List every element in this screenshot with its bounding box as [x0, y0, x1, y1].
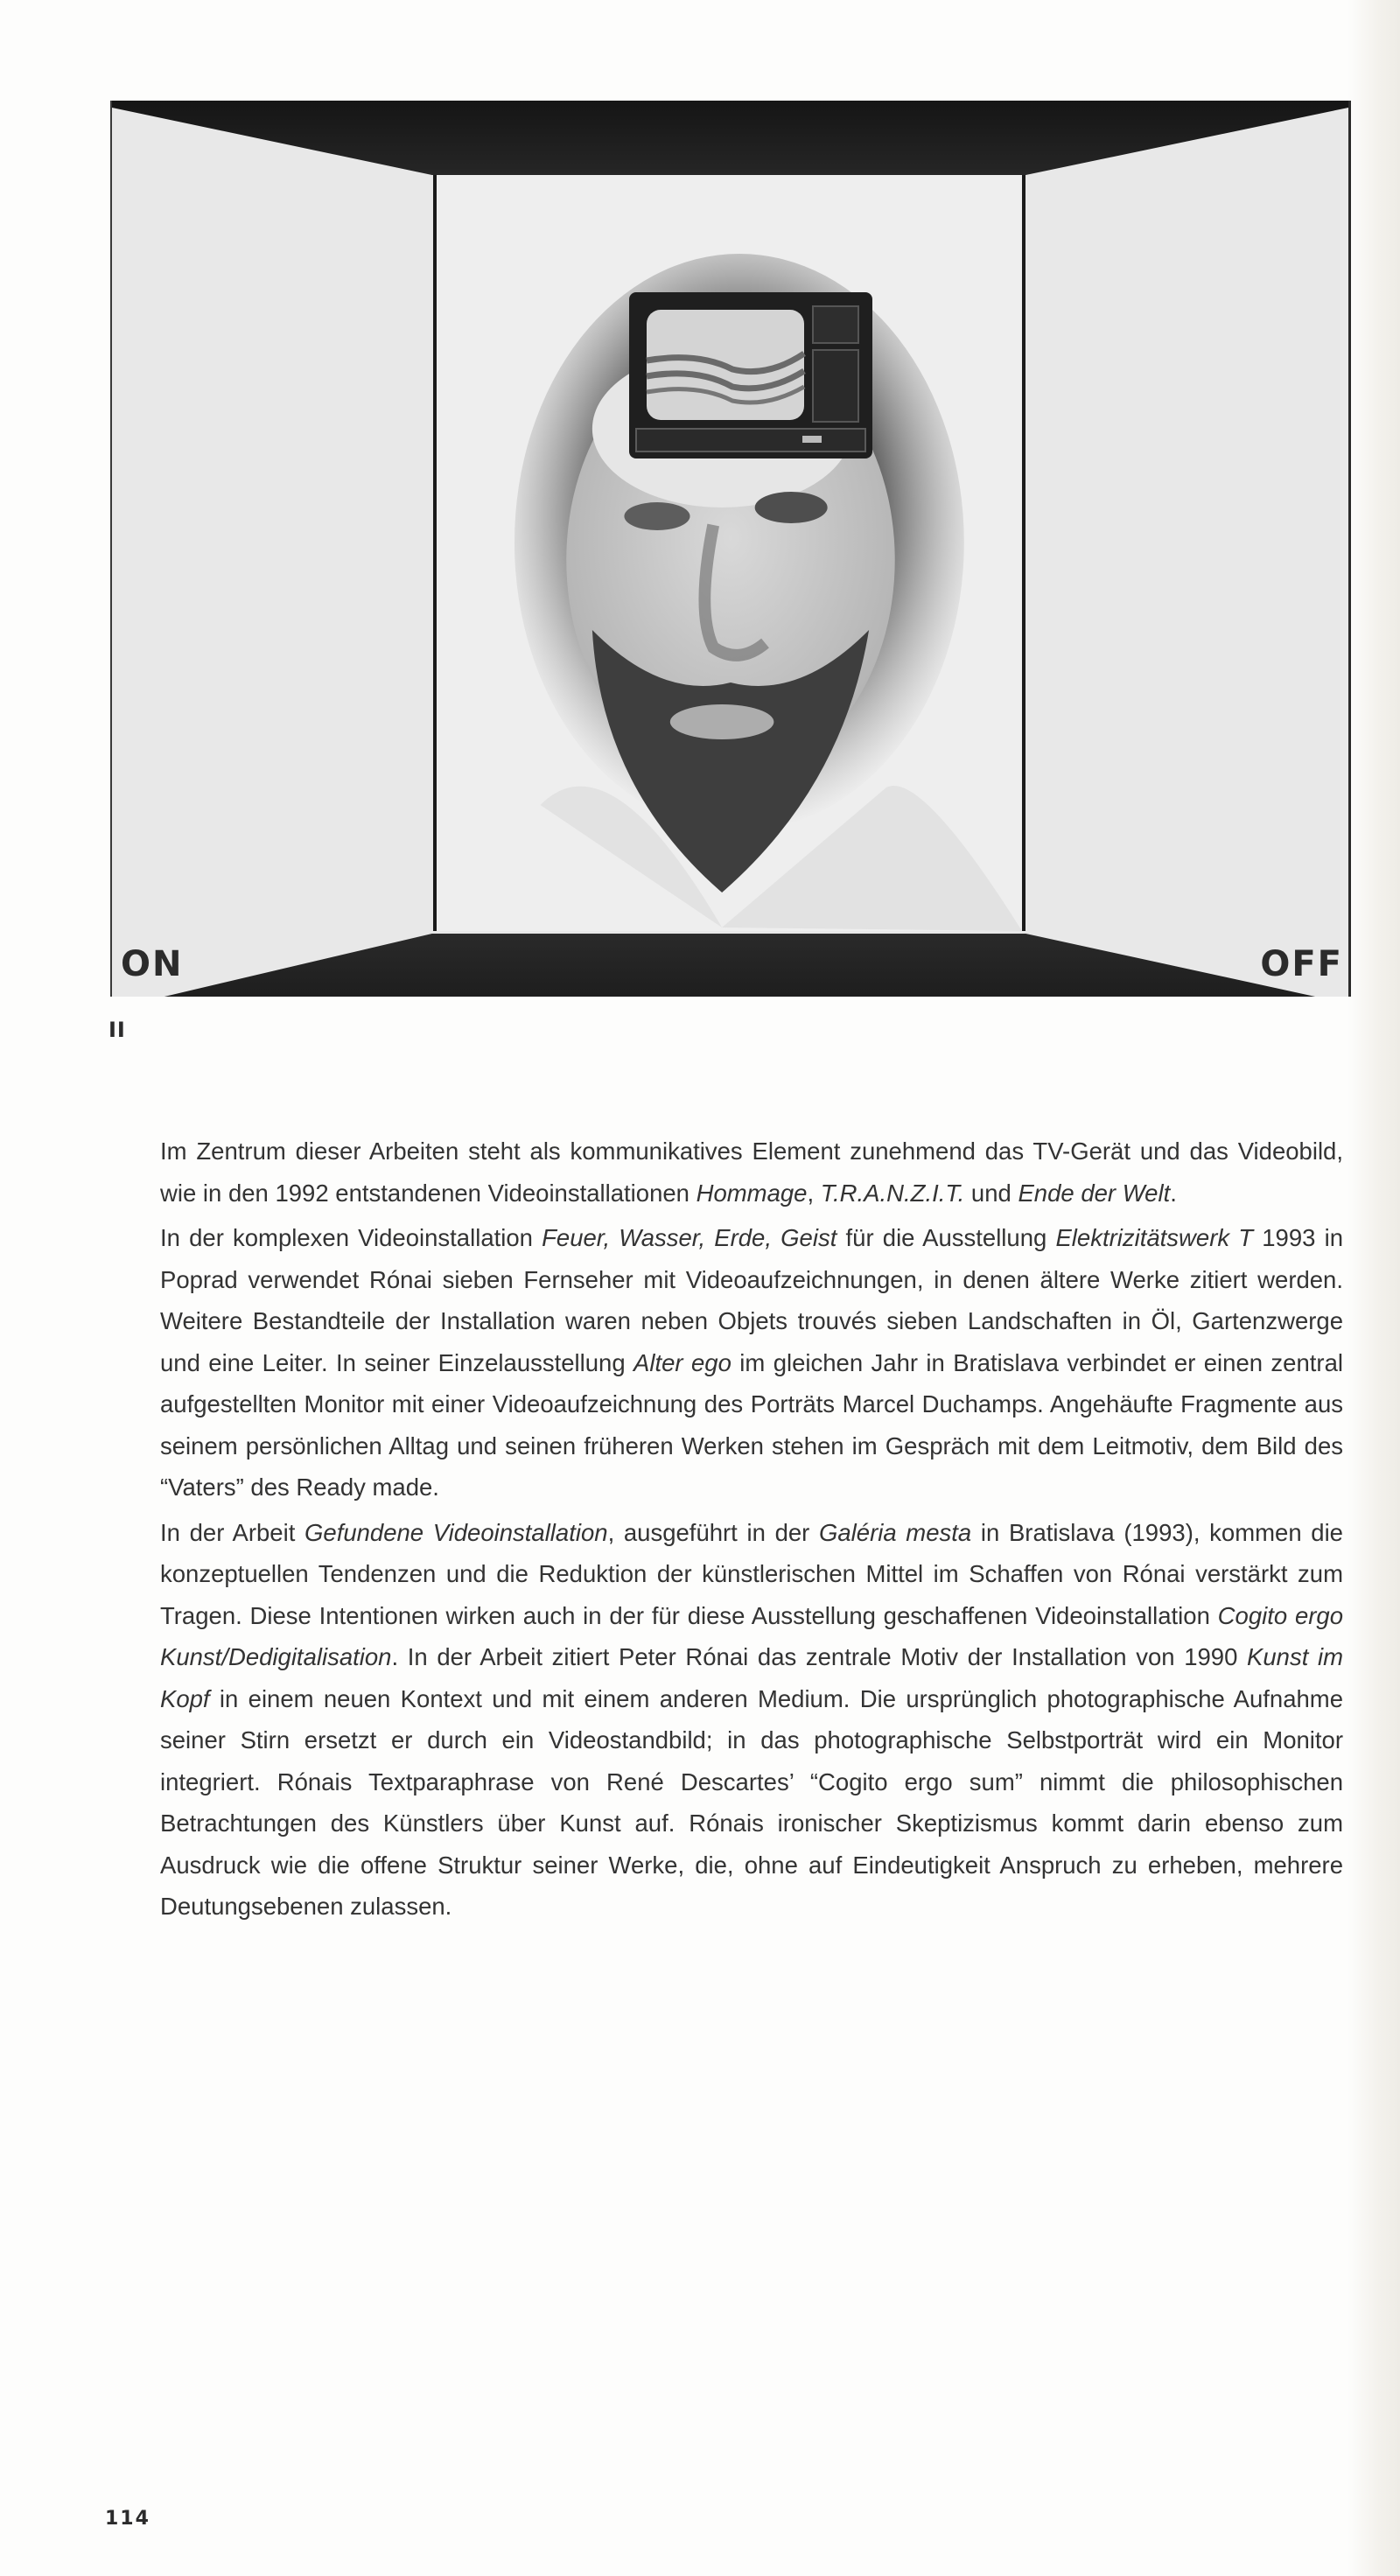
right-eye: [755, 492, 828, 523]
text-run: in einem neuen Kontext und mit einem anderen Medium. Die ursprünglich photographische Aufnahme seiner Stirn ersetzt er durch ein Videostandbild; in das photographische Selbstporträt wird ein Monitor integriert. Rónais Textparaphrase von René Descartes’ “Cogito ergo sum” nimmt die philosophischen Betrachtungen des Künstlers über Kunst auf. Rónais ironischer Skeptizismus kommt darin ebenso zum Ausdruck wie die offene Struktur seiner Werke, die, ohne auf Eindeutigkeit Anspruch zu erheben, mehrere Deutungsebenen zulassen.: [160, 1684, 1343, 1920]
text-run: ,: [807, 1179, 821, 1207]
text-run: .: [1170, 1179, 1177, 1207]
work-title: Feuer, Wasser, Erde, Geist: [542, 1224, 837, 1251]
text-run: In der komplexen Videoinstallation: [160, 1224, 542, 1251]
label-off: OFF: [1260, 944, 1343, 984]
work-title: Galéria mesta: [818, 1518, 972, 1546]
text-run: . In der Arbeit zitiert Peter Rónai das zentrale Motiv der Installation von 1990: [391, 1643, 1248, 1670]
text-run: In der Arbeit: [160, 1518, 305, 1546]
television-on-forehead: [627, 290, 874, 460]
work-title: T.R.A.N.Z.I.T.: [820, 1179, 965, 1207]
tv-icon: [627, 290, 874, 460]
text-run: Im Zentrum dieser Arbeiten steht als kommunikatives Element zunehmend das TV-Gerät und das Videobild, wie in den 1992 entstandenen Videoinstallationen: [160, 1138, 1343, 1207]
work-title: Gefundene Videoinstallation: [304, 1518, 608, 1546]
page-edge-shadow: [1348, 0, 1400, 2576]
text-run: im gleichen Jahr in Bratislava verbindet er einen zentral aufgestellten Monitor mit einer Videoaufzeichnung des Porträts Marcel Duchamps. Angehäufte Fragmente aus seinem persönlichen Alltag und seinen früheren Werken stehen im Gespräch mit dem Leitmotiv, dem Bild des “Vaters” des Ready made.: [160, 1348, 1343, 1501]
portrait-photo: [433, 175, 1026, 931]
page-number: 114: [105, 2508, 150, 2530]
label-on: ON: [121, 944, 184, 984]
text-run: und: [964, 1179, 1018, 1207]
work-title: Cogito ergo Kunst/Dedigitalisation: [160, 1601, 1343, 1670]
body-text: [160, 1130, 1343, 1928]
work-title: Kunst im Kopf: [160, 1643, 1343, 1712]
paragraph: [160, 1130, 1343, 1214]
paragraph: [160, 1512, 1343, 1928]
figure-artwork: [110, 101, 1351, 997]
left-eye: [624, 502, 690, 530]
text-run: in Bratislava (1993), kommen die konzeptuellen Tendenzen und die Reduktion der künstlerischen Mittel im Schaffen von Rónai verstärkt zum Tragen. Diese Intentionen wirken auch in der für diese Ausstellung geschaffenen Videoinstallation: [160, 1518, 1343, 1629]
figure-number: II: [108, 1018, 126, 1042]
paragraph: [160, 1217, 1343, 1508]
portrait-face-illustration: [437, 175, 1022, 931]
work-title: Elektrizitätswerk T: [1055, 1224, 1254, 1251]
work-title: Ende der Welt: [1018, 1179, 1171, 1207]
text-run: für die Ausstellung: [836, 1224, 1056, 1251]
work-title: Alter ego: [634, 1348, 732, 1376]
text-run: 1993 in Poprad verwendet Rónai sieben Fernseher mit Videoaufzeichnungen, in denen ältere Werke zitiert werden. Weitere Bestandteile der Installation waren neben Objets trouvés sieben Landschaften in Öl, Gartenzwerge und eine Leiter. In seiner Einzelausstellung: [160, 1224, 1344, 1376]
work-title: Hommage: [696, 1179, 808, 1207]
text-run: , ausgeführt in der: [607, 1518, 819, 1546]
